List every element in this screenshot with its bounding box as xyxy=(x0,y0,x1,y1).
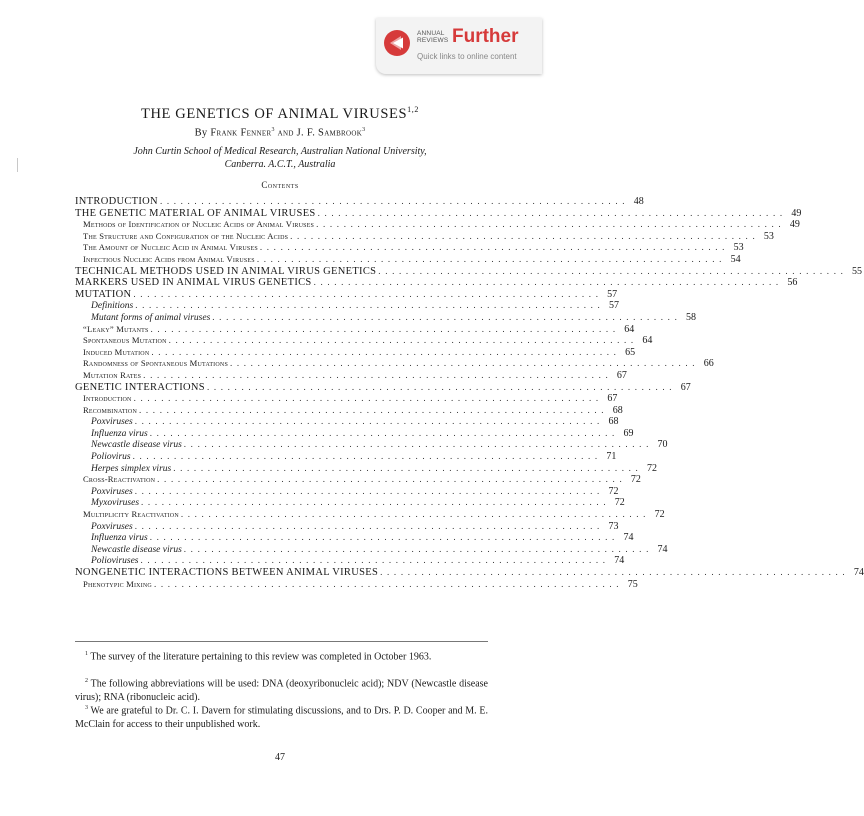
toc-entry-label: Poxviruses xyxy=(91,417,133,428)
toc-leader-dots: . . . . . . . . . . . . . . . . . . . . . . . . . . . . . . . . . . . . . . . . . . . . . . . . . . . . . . . . . . . . . . . . . . . . xyxy=(143,369,609,380)
toc-entry xyxy=(75,346,636,359)
toc-leader-dots: . . . . . . . . . . . . . . . . . . . . . . . . . . . . . . . . . . . . . . . . . . . . . . . . . . . . . . . . . . . . . . . . . . . . xyxy=(149,427,616,438)
toc-entry-page: 53 xyxy=(733,242,744,254)
toc-entry-page: 67 xyxy=(607,393,618,405)
toc-entry-label: Influenza virus xyxy=(91,533,148,544)
toc-entry-page: 68 xyxy=(612,404,623,416)
author-second-ref: 3 xyxy=(362,127,366,133)
toc-entry-page: 64 xyxy=(624,323,635,335)
toc-leader-dots: . . . . . . . . . . . . . . . . . . . . . . . . . . . . . . . . . . . . . . . . . . . . . . . . . . . . . . . . . . . . . . . . . . . . xyxy=(229,358,696,369)
toc-leader-dots: . . . . . . . . . . . . . . . . . . . . . . . . . . . . . . . . . . . . . . . . . . . . . . . . . . . . . . . . . . . . . . . . . . . . xyxy=(157,474,623,485)
toc-leader-dots: . . . . . . . . . . . . . . . . . . . . . . . . . . . . . . . . . . . . . . . . . . . . . . . . . . . . . . . . . . . . . . . . . . . . xyxy=(180,509,647,520)
toc-entry xyxy=(75,253,741,266)
toc-entry-label: MUTATION xyxy=(75,288,132,300)
toc-entry-page: 72 xyxy=(608,485,619,497)
toc-leader-dots: . . . . . . . . . . . . . . . . . . . . . . . . . . . . . . . . . . . . . . . . . . . . . . . . . . . . . . . . . . . . . . . . . . . . xyxy=(141,497,607,508)
toc-leader-dots: . . . . . . . . . . . . . . . . . . . . . . . . . . . . . . . . . . . . . . . . . . . . . . . . . . . . . . . . . . . . . . . . . . . . xyxy=(317,207,784,218)
toc-entry xyxy=(75,474,641,486)
title-text: THE GENETICS OF ANIMAL VIRUSES xyxy=(141,105,408,122)
toc-entry-page: 74 xyxy=(853,567,864,578)
toc-entry xyxy=(75,300,619,312)
toc-leader-dots: . . . . . . . . . . . . . . . . . . . . . . . . . . . . . . . . . . . . . . . . . . . . . . . . . . . . . . . . . . . . . . . . . . . . xyxy=(259,242,726,253)
toc-entry-page: 72 xyxy=(614,497,625,509)
toc-entry-label: THE GENETIC MATERIAL OF ANIMAL VIRUSES xyxy=(75,207,316,219)
toc-entry-label: Induced Mutation xyxy=(83,346,150,357)
toc-entry-label: “Leaky” Mutants xyxy=(83,323,149,334)
toc-leader-dots: . . . . . . . . . . . . . . . . . . . . . . . . . . . . . . . . . . . . . . . . . . . . . . . . . . . . . . . . . . . . . . . . . . . . xyxy=(159,196,626,206)
affiliation-line-2: Canberra. A.C.T., Australia xyxy=(224,159,336,170)
footnote-text: The survey of the literature pertaining to this review was completed in October 1963. xyxy=(88,651,432,663)
affiliation-line-1: John Curtin School of Medical Research, Australian National University, xyxy=(133,146,427,157)
toc-entry xyxy=(75,230,774,243)
toc-entry xyxy=(75,311,697,324)
toc-entry xyxy=(75,277,798,289)
toc-entry-label: Influenza virus xyxy=(91,428,148,439)
toc-entry xyxy=(75,219,800,231)
toc-entry xyxy=(75,335,653,347)
badge-reviews-label: REVIEWS xyxy=(417,37,449,44)
toc-leader-dots: . . . . . . . . . . . . . . . . . . . . . . . . . . . . . . . . . . . . . . . . . . . . . . . . . . . . . . . . . . . . . . . . . . . . xyxy=(168,335,635,346)
toc-entry-page: 74 xyxy=(657,543,668,555)
author-and: and xyxy=(274,127,297,139)
toc-entry-page: 57 xyxy=(608,300,619,312)
toc-entry xyxy=(75,288,618,301)
toc-entry-page: 48 xyxy=(633,196,644,207)
toc-entry-page: 67 xyxy=(616,369,627,381)
badge-further-word: Further xyxy=(452,26,519,47)
toc-entry-page: 72 xyxy=(654,509,665,521)
author-second: J. F. Sambrook xyxy=(296,127,363,139)
toc-leader-dots: . . . . . . . . . . . . . . . . . . . . . . . . . . . . . . . . . . . . . . . . . . . . . . . . . . . . . . . . . . . . . . . . . . . . xyxy=(134,416,601,427)
toc-entry-label: Methods of Identification of Nucleic Acids of Animal Viruses xyxy=(83,219,315,230)
toc-leader-dots: . . . . . . . . . . . . . . . . . . . . . . . . . . . . . . . . . . . . . . . . . . . . . . . . . . . . . . . . . . . . . . . . . . . . xyxy=(134,485,601,496)
toc-entry-page: 54 xyxy=(730,253,741,265)
toc-entry xyxy=(75,497,625,509)
toc-entry xyxy=(75,427,634,440)
footnote-number: 1 xyxy=(85,651,88,657)
toc-entry-page: 66 xyxy=(703,358,714,370)
toc-entry-page: 71 xyxy=(606,451,617,463)
toc-leader-dots: . . . . . . . . . . . . . . . . . . . . . . . . . . . . . . . . . . . . . . . . . . . . . . . . . . . . . . . . . . . . . . . . . . . . xyxy=(139,404,605,415)
toc-entry xyxy=(75,578,638,591)
contents-heading: Contents xyxy=(261,180,299,190)
toc-entry-page: 69 xyxy=(623,427,634,439)
toc-entry-label: Poxviruses xyxy=(91,486,133,497)
toc-entry-label: TECHNICAL METHODS USED IN ANIMAL VIRUS GENETICS xyxy=(75,265,377,277)
toc-entry-page: 67 xyxy=(680,381,691,393)
toc-entry-label: Newcastle disease virus xyxy=(91,440,182,451)
toc-entry xyxy=(75,416,619,428)
title-footnote-ref: 1,2 xyxy=(407,105,419,114)
author-first-ref: 3 xyxy=(271,127,275,133)
toc-entry xyxy=(75,485,619,498)
toc-entry-label: INTRODUCTION xyxy=(75,196,158,207)
toc-entry-page: 57 xyxy=(607,288,618,300)
toc-entry xyxy=(75,509,665,521)
toc-entry xyxy=(75,207,802,220)
toc-leader-dots: . . . . . . . . . . . . . . . . . . . . . . . . . . . . . . . . . . . . . . . . . . . . . . . . . . . . . . . . . . . . . . . . . . . . xyxy=(153,578,620,589)
toc-entry-page: 58 xyxy=(686,311,697,323)
toc-entry-page: 70 xyxy=(657,439,668,451)
toc-entry-page: 68 xyxy=(608,416,619,428)
toc-leader-dots: . . . . . . . . . . . . . . . . . . . . . . . . . . . . . . . . . . . . . . . . . . . . . . . . . . . . . . . . . . . . . . . . . . . . xyxy=(132,451,599,462)
toc-entry xyxy=(75,196,644,208)
toc-entry xyxy=(75,462,657,475)
toc-entry xyxy=(75,543,668,556)
toc-entry-label: Poxviruses xyxy=(91,521,133,532)
toc-entry-page: 55 xyxy=(852,265,863,277)
badge-annual-label: ANNUAL xyxy=(417,30,445,37)
toc-entry-label: Randomness of Spontaneous Mutations xyxy=(83,358,228,369)
toc-entry xyxy=(75,567,864,579)
author-first: Frank Fenner xyxy=(210,127,272,139)
toc-entry xyxy=(75,520,619,533)
toc-entry xyxy=(75,381,691,394)
toc-entry-label: Phenotypic Mixing xyxy=(83,578,152,589)
toc-entry xyxy=(75,358,714,370)
toc-entry xyxy=(75,393,618,405)
toc-entry-label: Mutant forms of animal viruses xyxy=(91,312,211,323)
toc-entry xyxy=(75,265,863,278)
article-title xyxy=(0,105,560,123)
toc-entry-page: 49 xyxy=(791,207,802,219)
toc-entry-label: The Amount of Nucleic Acid in Animal Viruses xyxy=(83,242,258,253)
toc-entry-label: Myxoviruses xyxy=(91,498,140,509)
author-line xyxy=(0,127,560,139)
badge-subtitle: Quick links to online content xyxy=(417,52,517,61)
toc-leader-dots: . . . . . . . . . . . . . . . . . . . . . . . . . . . . . . . . . . . . . . . . . . . . . . . . . . . . . . . . . . . . . . . . . . . . xyxy=(133,288,600,299)
toc-entry-label: Definitions xyxy=(91,301,134,312)
toc-entry-label: Multiplicity Reactivation xyxy=(83,509,179,520)
footnote-number: 2 xyxy=(85,678,88,684)
toc-entry-page: 74 xyxy=(623,532,634,544)
toc-entry-page: 49 xyxy=(789,219,800,231)
toc-entry-label: GENETIC INTERACTIONS xyxy=(75,381,205,393)
toc-entry-label: Introduction xyxy=(83,393,132,404)
toc-entry-page: 75 xyxy=(627,578,638,590)
footnote-1 xyxy=(75,648,488,664)
footnote-divider xyxy=(75,641,488,642)
toc-entry xyxy=(75,323,635,336)
toc-entry xyxy=(75,532,634,544)
toc-entry xyxy=(75,555,625,567)
toc-entry-page: 72 xyxy=(646,462,657,474)
further-badge[interactable] xyxy=(376,18,542,74)
play-arrow-icon xyxy=(384,30,410,56)
toc-leader-dots: . . . . . . . . . . . . . . . . . . . . . . . . . . . . . . . . . . . . . . . . . . . . . . . . . . . . . . . . . . . . . . . . . . . . xyxy=(140,555,607,566)
toc-leader-dots: . . . . . . . . . . . . . . . . . . . . . . . . . . . . . . . . . . . . . . . . . . . . . . . . . . . . . . . . . . . . . . . . . . . . xyxy=(290,230,756,241)
toc-leader-dots: . . . . . . . . . . . . . . . . . . . . . . . . . . . . . . . . . . . . . . . . . . . . . . . . . . . . . . . . . . . . . . . . . . . . xyxy=(378,265,845,276)
toc-leader-dots: . . . . . . . . . . . . . . . . . . . . . . . . . . . . . . . . . . . . . . . . . . . . . . . . . . . . . . . . . . . . . . . . . . . . xyxy=(212,311,679,322)
toc-leader-dots: . . . . . . . . . . . . . . . . . . . . . . . . . . . . . . . . . . . . . . . . . . . . . . . . . . . . . . . . . . . . . . . . . . . . xyxy=(149,532,616,543)
toc-entry-label: Herpes simplex virus xyxy=(91,463,172,474)
toc-leader-dots: . . . . . . . . . . . . . . . . . . . . . . . . . . . . . . . . . . . . . . . . . . . . . . . . . . . . . . . . . . . . . . . . . . . . xyxy=(150,323,617,334)
toc-entry-label: Cross-Reactivation xyxy=(83,474,156,485)
toc-entry-label: Spontaneous Mutation xyxy=(83,335,167,346)
toc-entry-page: 64 xyxy=(642,335,653,347)
toc-entry-label: Infectious Nucleic Acids from Animal Viruses xyxy=(83,253,255,264)
toc-leader-dots: . . . . . . . . . . . . . . . . . . . . . . . . . . . . . . . . . . . . . . . . . . . . . . . . . . . . . . . . . . . . . . . . . . . . xyxy=(183,543,650,554)
toc-entry xyxy=(75,404,623,417)
toc-entry xyxy=(75,369,627,382)
footnote-number: 3 xyxy=(85,705,88,711)
toc-entry-page: 56 xyxy=(787,277,798,289)
toc-entry-page: 53 xyxy=(763,230,774,242)
toc-entry-label: Recombination xyxy=(83,404,137,415)
toc-entry-page: 65 xyxy=(625,346,636,358)
toc-entry xyxy=(75,439,668,451)
toc-leader-dots: . . . . . . . . . . . . . . . . . . . . . . . . . . . . . . . . . . . . . . . . . . . . . . . . . . . . . . . . . . . . . . . . . . . . xyxy=(316,219,782,230)
toc-leader-dots: . . . . . . . . . . . . . . . . . . . . . . . . . . . . . . . . . . . . . . . . . . . . . . . . . . . . . . . . . . . . . . . . . . . . xyxy=(133,393,600,404)
author-by: By xyxy=(194,127,211,139)
toc-entry-page: 74 xyxy=(614,555,625,567)
footnote-3 xyxy=(75,702,488,731)
toc-entry-label: MARKERS USED IN ANIMAL VIRUS GENETICS xyxy=(75,277,312,289)
footnote-2 xyxy=(75,675,488,704)
toc-leader-dots: . . . . . . . . . . . . . . . . . . . . . . . . . . . . . . . . . . . . . . . . . . . . . . . . . . . . . . . . . . . . . . . . . . . . xyxy=(256,253,723,264)
toc-leader-dots: . . . . . . . . . . . . . . . . . . . . . . . . . . . . . . . . . . . . . . . . . . . . . . . . . . . . . . . . . . . . . . . . . . . . xyxy=(151,346,618,357)
toc-entry-label: Newcastle disease virus xyxy=(91,544,182,555)
toc-entry-page: 73 xyxy=(608,520,619,532)
toc-leader-dots: . . . . . . . . . . . . . . . . . . . . . . . . . . . . . . . . . . . . . . . . . . . . . . . . . . . . . . . . . . . . . . . . . . . . xyxy=(206,381,673,392)
toc-entry-label: NONGENETIC INTERACTIONS BETWEEN ANIMAL VIRUSES xyxy=(75,567,379,578)
toc-entry-page: 72 xyxy=(630,474,641,486)
page-number: 47 xyxy=(275,752,285,763)
toc-leader-dots: . . . . . . . . . . . . . . . . . . . . . . . . . . . . . . . . . . . . . . . . . . . . . . . . . . . . . . . . . . . . . . . . . . . . xyxy=(313,277,780,288)
toc-entry-label: Mutation Rates xyxy=(83,369,142,380)
toc-entry xyxy=(75,242,744,254)
toc-entry-label: The Structure and Configuration of the Nucleic Acids xyxy=(83,230,289,241)
footnote-text: The following abbreviations will be used: DNA (deoxyribonucleic acid); NDV (Newcastle disease virus); RNA (ribonucleic acid). xyxy=(75,678,488,703)
toc-entry-label: Polioviruses xyxy=(91,556,139,567)
footnote-text: We are grateful to Dr. C. I. Davern for stimulating discussions, and to Drs. P. D. Cooper and M. E. McClain for access to their unpublished work. xyxy=(75,705,488,730)
toc-leader-dots: . . . . . . . . . . . . . . . . . . . . . . . . . . . . . . . . . . . . . . . . . . . . . . . . . . . . . . . . . . . . . . . . . . . . xyxy=(173,462,639,473)
toc-leader-dots: . . . . . . . . . . . . . . . . . . . . . . . . . . . . . . . . . . . . . . . . . . . . . . . . . . . . . . . . . . . . . . . . . . . . xyxy=(135,300,601,311)
table-of-contents xyxy=(75,196,864,590)
toc-entry-label: Poliovirus xyxy=(91,452,131,463)
toc-entry xyxy=(75,451,617,463)
toc-leader-dots: . . . . . . . . . . . . . . . . . . . . . . . . . . . . . . . . . . . . . . . . . . . . . . . . . . . . . . . . . . . . . . . . . . . . xyxy=(183,439,650,450)
toc-leader-dots: . . . . . . . . . . . . . . . . . . . . . . . . . . . . . . . . . . . . . . . . . . . . . . . . . . . . . . . . . . . . . . . . . . . . xyxy=(380,567,846,577)
toc-leader-dots: . . . . . . . . . . . . . . . . . . . . . . . . . . . . . . . . . . . . . . . . . . . . . . . . . . . . . . . . . . . . . . . . . . . . xyxy=(134,520,601,531)
